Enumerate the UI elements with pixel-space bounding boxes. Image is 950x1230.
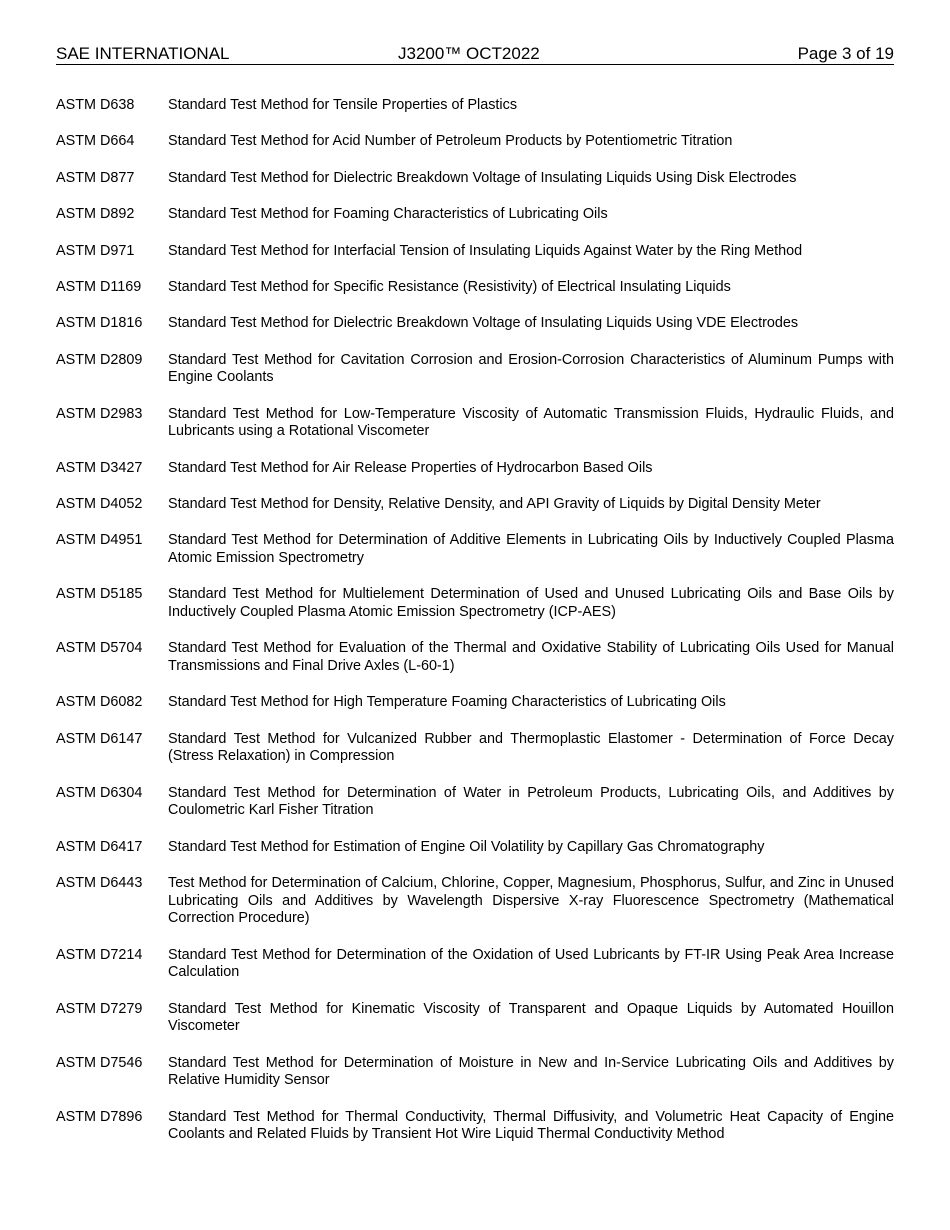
reference-code: ASTM D5185: [56, 586, 143, 603]
reference-title: Standard Test Method for Tensile Properties of Plastics: [168, 97, 518, 113]
reference-title: Test Method for Determination of Calcium, Chlorine, Copper, Magnesium, Phosphorus, Sulfur, and Zinc in Unused Lubricating Oils and Additives by Wavelength Dispersive X-ray Fluorescence Spectrometry (Mathematical Correction Procedure): [168, 875, 894, 927]
reference-code: ASTM D3427: [56, 459, 143, 476]
reference-title: Standard Test Method for Acid Number of Petroleum Products by Potentiometric Titration: [168, 133, 733, 150]
reference-code: ASTM D1816: [56, 315, 143, 332]
reference-row: [56, 875, 894, 928]
reference-title: Standard Test Method for Dielectric Breakdown Voltage of Insulating Liquids Using VDE Electrodes: [168, 315, 799, 332]
reference-title: Standard Test Method for Low-Temperature Viscosity of Automatic Transmission Fluids, Hydraulic Fluids, and Lubricants using a Rotational Viscometer: [168, 405, 894, 440]
reference-row: [56, 496, 894, 514]
reference-code: ASTM D6417: [56, 838, 143, 855]
reference-code: ASTM D4052: [56, 496, 143, 513]
reference-row: [56, 785, 894, 820]
header-organization: SAE INTERNATIONAL: [56, 44, 230, 63]
reference-row: [56, 279, 894, 297]
reference-code: ASTM D971: [56, 242, 135, 259]
reference-title: Standard Test Method for Vulcanized Rubber and Thermoplastic Elastomer - Determination of Force Decay (Stress Relaxation) in Compression: [168, 730, 894, 765]
reference-row: [56, 133, 894, 151]
reference-row: [56, 170, 894, 188]
reference-title: Standard Test Method for Estimation of Engine Oil Volatility by Capillary Gas Chromatography: [168, 838, 765, 855]
reference-title: Standard Test Method for Determination of Additive Elements in Lubricating Oils by Inductively Coupled Plasma Atomic Emission Spectrometry: [168, 532, 894, 567]
reference-title: Standard Test Method for Determination of Water in Petroleum Products, Lubricating Oils, and Additives by Coulometric Karl Fisher Titration: [168, 784, 894, 819]
reference-title: Standard Test Method for High Temperature Foaming Characteristics of Lubricating Oils: [168, 694, 726, 711]
reference-title: Standard Test Method for Air Release Properties of Hydrocarbon Based Oils: [168, 459, 653, 476]
reference-code: ASTM D7279: [56, 1000, 143, 1017]
reference-code: ASTM D7896: [56, 1108, 143, 1125]
header-document-id: J3200™ OCT2022: [398, 44, 540, 63]
reference-code: ASTM D2983: [56, 405, 143, 422]
reference-row: [56, 1109, 894, 1144]
reference-row: [56, 640, 894, 675]
reference-title: Standard Test Method for Determination of Moisture in New and In-Service Lubricating Oils and Additives by Relative Humidity Sensor: [168, 1054, 894, 1089]
reference-title: Standard Test Method for Multielement Determination of Used and Unused Lubricating Oils and Base Oils by Inductively Coupled Plasma Atomic Emission Spectrometry (ICP-AES): [168, 586, 894, 621]
reference-title: Standard Test Method for Thermal Conductivity, Thermal Diffusivity, and Volumetric Heat Capacity of Engine Coolants and Related Fluids by Transient Hot Wire Liquid Thermal Conductivity Method: [168, 1108, 894, 1143]
reference-row: [56, 352, 894, 387]
reference-row: [56, 97, 894, 115]
reference-row: [56, 731, 894, 766]
reference-title: Standard Test Method for Foaming Characteristics of Lubricating Oils: [168, 206, 608, 223]
reference-row: [56, 586, 894, 621]
reference-row: [56, 1055, 894, 1090]
reference-row: [56, 406, 894, 441]
reference-code: ASTM D6443: [56, 875, 143, 892]
reference-code: ASTM D6304: [56, 784, 143, 801]
reference-row: [56, 694, 894, 712]
reference-code: ASTM D6147: [56, 730, 143, 747]
reference-code: ASTM D1169: [56, 278, 142, 295]
reference-row: [56, 839, 894, 857]
reference-title: Standard Test Method for Evaluation of the Thermal and Oxidative Stability of Lubricating Oils Used for Manual Transmissions and Final Drive Axles (L-60-1): [168, 640, 894, 675]
reference-code: ASTM D7214: [56, 946, 143, 963]
reference-list: [56, 97, 894, 1163]
page-header: [56, 44, 894, 65]
reference-title: Standard Test Method for Dielectric Breakdown Voltage of Insulating Liquids Using Disk Electrodes: [168, 169, 797, 186]
reference-row: [56, 460, 894, 478]
reference-row: [56, 947, 894, 982]
reference-row: [56, 1001, 894, 1036]
reference-code: ASTM D892: [56, 206, 135, 223]
reference-code: ASTM D6082: [56, 694, 143, 711]
reference-row: [56, 315, 894, 333]
reference-code: ASTM D4951: [56, 532, 143, 549]
reference-title: Standard Test Method for Specific Resistance (Resistivity) of Electrical Insulating Liquids: [168, 278, 731, 295]
reference-code: ASTM D5704: [56, 640, 143, 657]
reference-code: ASTM D638: [56, 97, 135, 113]
reference-row: [56, 206, 894, 224]
reference-title: Standard Test Method for Kinematic Viscosity of Transparent and Opaque Liquids by Automated Houillon Viscometer: [168, 1000, 894, 1035]
reference-title: Standard Test Method for Cavitation Corrosion and Erosion-Corrosion Characteristics of Aluminum Pumps with Engine Coolants: [168, 351, 894, 386]
reference-title: Standard Test Method for Determination of the Oxidation of Used Lubricants by FT-IR Using Peak Area Increase Calculation: [168, 946, 894, 981]
reference-title: Standard Test Method for Interfacial Tension of Insulating Liquids Against Water by the Ring Method: [168, 242, 803, 259]
reference-code: ASTM D877: [56, 169, 135, 186]
header-page-number: Page 3 of 19: [797, 44, 894, 63]
reference-row: [56, 532, 894, 567]
reference-code: ASTM D664: [56, 133, 135, 150]
reference-code: ASTM D2809: [56, 351, 143, 368]
reference-title: Standard Test Method for Density, Relative Density, and API Gravity of Liquids by Digital Density Meter: [168, 496, 821, 513]
reference-code: ASTM D7546: [56, 1054, 143, 1071]
reference-row: [56, 243, 894, 261]
